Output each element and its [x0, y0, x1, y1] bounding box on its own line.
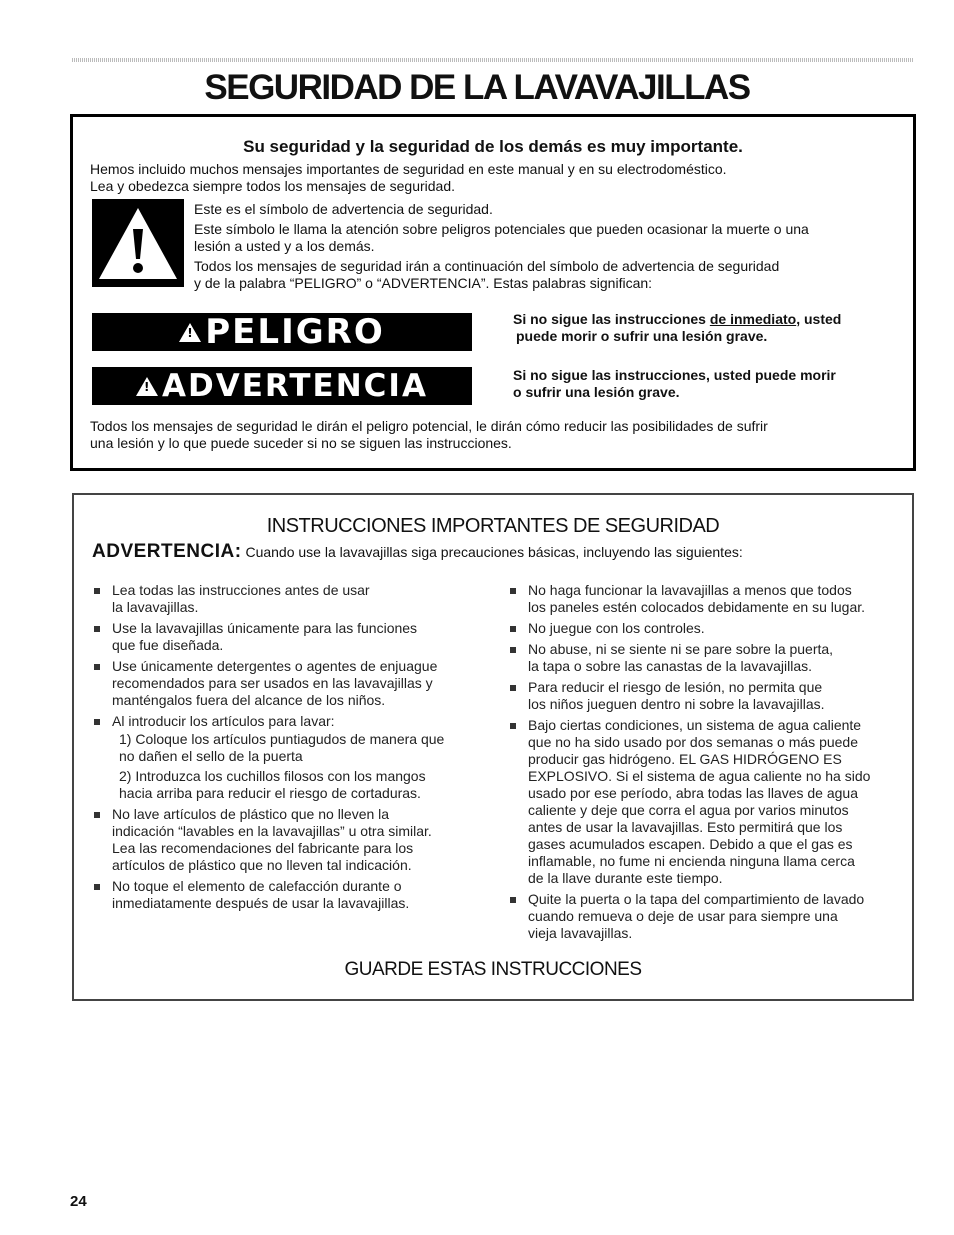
item-line: EXPLOSIVO. Si el sistema de agua caliente no ha sido [528, 768, 871, 784]
peligro-desc-underlined: de inmediato [709, 311, 797, 327]
instructions-right-column [508, 582, 908, 946]
intro-line-2: Lea y obedezca siempre todos los mensajes de seguridad. [90, 178, 455, 194]
safety-intro [90, 161, 727, 195]
item-line: No lave artículos de plástico que no lleven la [112, 806, 390, 822]
peligro-signal-word [92, 313, 472, 351]
sub-item-line: hacia arriba para reducir el riesgo de cortaduras. [119, 785, 421, 801]
item-line: Lea todas las instrucciones antes de usar [112, 582, 370, 598]
item-line: Use únicamente detergentes o agentes de enjuague [112, 658, 438, 674]
advertencia-desc-line-1: Si no sigue las instrucciones, usted puede morir [513, 367, 836, 383]
symbol-line-4: Todos los mensajes de seguridad irán a continuación del símbolo de advertencia de seguridad [194, 258, 780, 274]
item-line: gases acumulados escapen. Debido a que el gas es [528, 836, 853, 852]
alert-triangle-icon [136, 377, 158, 396]
instructions-box [72, 493, 914, 1001]
item-line: que fue diseñada. [112, 637, 224, 653]
advertencia-label: ADVERTENCIA [162, 368, 428, 404]
closing-line-2: una lesión y lo que puede suceder si no se siguen las instrucciones. [90, 435, 512, 451]
alert-triangle-icon [179, 323, 201, 342]
peligro-desc-pre: Si no sigue las instrucciones [513, 311, 710, 327]
item-line: Lea las recomendaciones del fabricante para los [112, 840, 414, 856]
symbol-line-2: Este símbolo le llama la atención sobre peligros potenciales que pueden ocasionar la muerte o una [194, 221, 809, 237]
list-item [508, 717, 908, 887]
list-item [92, 620, 492, 654]
item-line: No haga funcionar la lavavajillas a menos que todos [528, 582, 852, 598]
item-line: los niños jueguen dentro ni sobre la lavavajillas. [528, 696, 825, 712]
advertencia-text: Cuando use la lavavajillas siga precauciones básicas, incluyendo las siguientes: [241, 544, 743, 560]
symbol-explanation [194, 201, 809, 292]
item-line: caliente y deje que corra el agua por varios minutos [528, 802, 849, 818]
list-item [508, 641, 908, 675]
item-line: artículos de plástico que no lleven tal indicación. [112, 857, 412, 873]
item-line: antes de usar la lavavajillas. Esto permitirá que los [528, 819, 843, 835]
list-item [92, 713, 492, 802]
item-line: la tapa o sobre las canastas de la lavavajillas. [528, 658, 813, 674]
top-rule [72, 58, 914, 62]
safety-heading: Su seguridad y la seguridad de los demás es muy importante. [243, 137, 743, 156]
safety-alert-symbol-icon [92, 199, 184, 287]
advertencia-description [513, 367, 903, 401]
peligro-label: PELIGRO [205, 312, 385, 352]
peligro-desc-line-2: puede morir o sufrir una lesión grave. [516, 328, 768, 344]
item-line: Bajo ciertas condiciones, un sistema de agua caliente [528, 717, 862, 733]
intro-line-1: Hemos incluido muchos mensajes importantes de seguridad en este manual y en su electrodoméstico. [90, 161, 727, 177]
item-line: Al introducir los artículos para lavar: [112, 713, 335, 729]
advertencia-line [92, 541, 743, 563]
item-line: manténgalos fuera del alcance de los niños. [112, 692, 386, 708]
item-line: recomendados para ser usados en las lavavajillas y [112, 675, 433, 691]
list-item [92, 806, 492, 874]
item-line: los paneles estén colocados debidamente en su lugar. [528, 599, 866, 615]
list-item [508, 582, 908, 616]
symbol-line-5: y de la palabra “PELIGRO” o “ADVERTENCIA”. Estas palabras significan: [194, 275, 653, 291]
item-line: Para reducir el riesgo de lesión, no permita que [528, 679, 823, 695]
item-line: vieja lavavajillas. [528, 925, 633, 941]
item-line: indicación “lavables en la lavavajillas” u otra similar. [112, 823, 432, 839]
item-line: No toque el elemento de calefacción durante o [112, 878, 402, 894]
item-line: cuando remueva o deje de usar para siempre una [528, 908, 838, 924]
list-item [92, 582, 492, 616]
item-line: Use la lavavajillas únicamente para las funciones [112, 620, 418, 636]
list-item [508, 620, 908, 637]
page-number: 24 [70, 1193, 87, 1210]
item-line: producir gas hidrógeno. EL GAS HIDRÓGENO ES [528, 751, 842, 767]
safety-message-box [70, 114, 916, 471]
closing-line-1: Todos los mensajes de seguridad le dirán el peligro potencial, le dirán cómo reducir las posibilidades de sufrir [90, 418, 768, 434]
sub-item-line: no dañen el sello de la puerta [119, 748, 303, 764]
item-line: que no ha sido usado por dos semanas o más puede [528, 734, 859, 750]
item-line: inmediatamente después de usar la lavavajillas. [112, 895, 410, 911]
advertencia-signal-word [92, 367, 472, 405]
item-line: No abuse, ni se siente ni se pare sobre la puerta, [528, 641, 834, 657]
page-title: SEGURIDAD DE LA LAVAVAJILLAS [204, 68, 750, 107]
symbol-line-3: lesión a usted y a los demás. [194, 238, 375, 254]
symbol-line-1: Este es el símbolo de advertencia de seguridad. [194, 201, 493, 217]
safety-closing [90, 418, 768, 452]
advertencia-label: ADVERTENCIA: [92, 541, 242, 562]
instructions-heading: INSTRUCCIONES IMPORTANTES DE SEGURIDAD [266, 515, 720, 537]
item-line: la lavavajillas. [112, 599, 199, 615]
instructions-footer: GUARDE ESTAS INSTRUCCIONES [344, 959, 642, 980]
sub-item [112, 731, 492, 765]
instructions-left-column [92, 582, 492, 916]
sub-item-line: 2) Introduzca los cuchillos filosos con los mangos [119, 768, 426, 784]
item-line: No juegue con los controles. [528, 620, 705, 636]
list-item [92, 878, 492, 912]
item-line: de la llave durante este tiempo. [528, 870, 723, 886]
list-item [92, 658, 492, 709]
item-line: usado por ese período, abra todas las llaves de agua [528, 785, 859, 801]
advertencia-desc-line-2: o sufrir una lesión grave. [513, 384, 680, 400]
item-line: Quite la puerta o la tapa del compartimiento de lavado [528, 891, 865, 907]
peligro-desc-post: , usted [796, 311, 842, 327]
list-item [508, 679, 908, 713]
item-line: inflamable, no fume ni encienda ninguna llama cerca [528, 853, 855, 869]
sub-item [112, 768, 492, 802]
list-item [508, 891, 908, 942]
peligro-description [513, 311, 903, 345]
sub-item-line: 1) Coloque los artículos puntiagudos de manera que [119, 731, 445, 747]
